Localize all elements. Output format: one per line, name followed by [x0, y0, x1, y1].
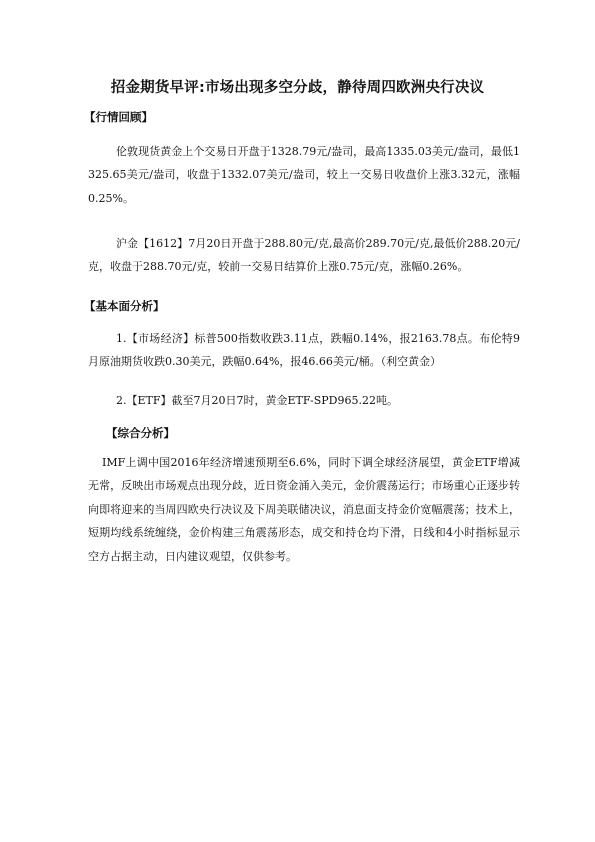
list-item-etf: 2.【ETF】截至7月20日7时，黄金ETF-SPD965.22吨。 [116, 394, 398, 407]
paragraph-london-gold: 伦敦现货黄金上个交易日开盘于1328.79元/盎司，最高1335.03美元/盎司，最低1325.65美元/盎司，收盘于1332.07美元/盎司，较上一交易日收盘价上涨3.32元，涨幅0.25%。 [88, 145, 520, 205]
section-heading-market-review: 【行情回顾】 [84, 110, 153, 124]
list-item-market-economy: 1.【市场经济】标普500指数收跌3.11点，跌幅0.14%，报2163.78点。布伦特9月原油期货收跌0.30美元，跌幅0.64%，报46.66美元/桶。（利空黄金） [88, 332, 520, 369]
section-heading-fundamentals: 【基本面分析】 [84, 299, 165, 313]
section-heading-summary: 【综合分析】 [106, 426, 175, 440]
document-title: 招金期货早评:市场出现多空分歧，静待周四欧洲央行决议 [110, 80, 485, 96]
paragraph-shanghai-gold: 沪金【1612】7月20日开盘于288.80元/克,最高价289.70元/克,最低价288.20元/克，收盘于288.70元/克，较前一交易日结算价上涨0.75元/克，涨幅0.26%。 [88, 237, 520, 274]
paragraph-summary: IMF上调中国2016年经济增速预期至6.6%，同时下调全球经济展望，黄金ETF增减无常，反映出市场观点出现分歧，近日资金涌入美元，金价震荡运行；市场重心正逐步转向即将迎来的当周四欧央行决议及下周美联储决议，消息面支持金价宽幅震荡；技术上，短期均线系统缠绕，金价构建三角震荡形态，成交和持仓均下滑，日线和4小时指标显示空方占据主动，日内建议观望，仅供参考。 [88, 456, 520, 563]
